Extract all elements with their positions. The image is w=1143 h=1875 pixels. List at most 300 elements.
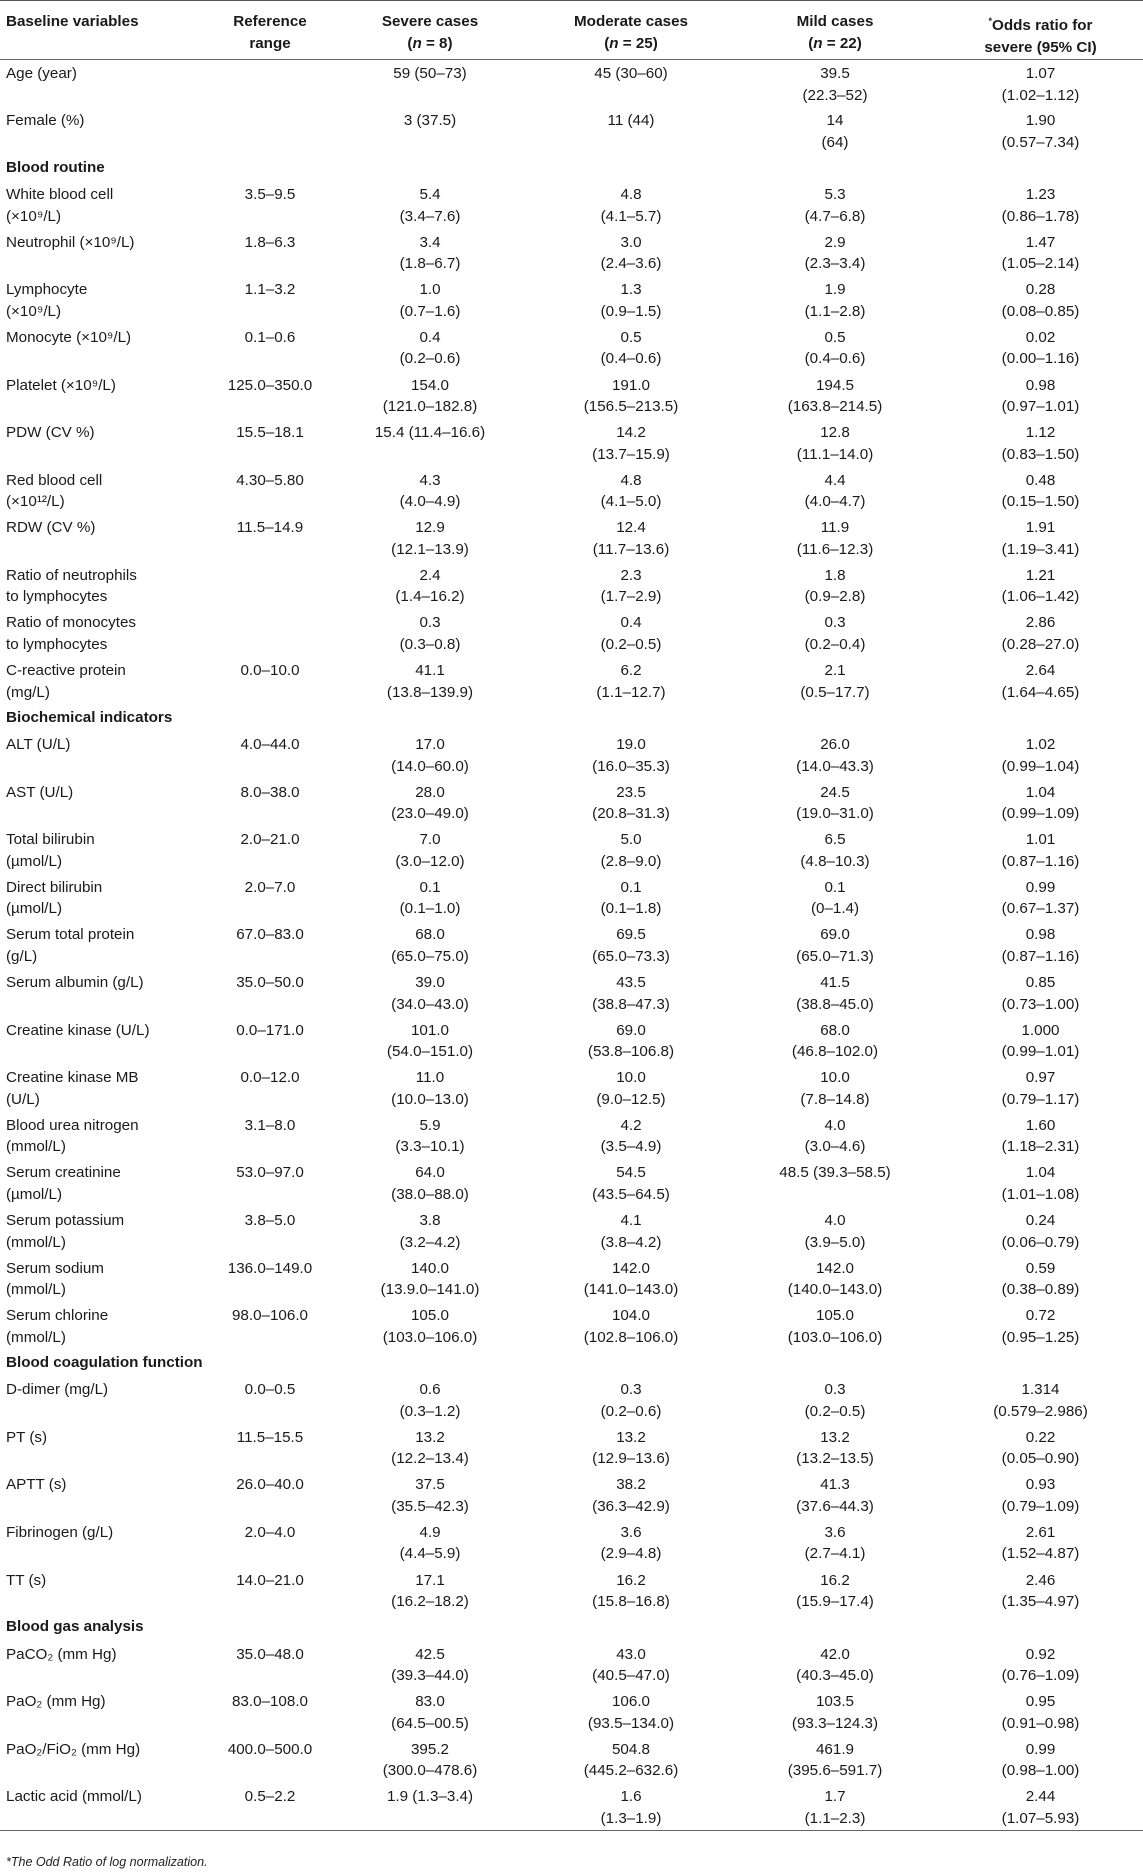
cell-variable [0,1688,210,1736]
cell-moderate-line: (1.7–2.9) [600,588,662,606]
table-row [0,1519,1143,1567]
cell-mild-line: (64) [821,133,849,151]
cell-moderate-line: (2.8–9.0) [600,852,662,870]
cell-moderate-line: (20.8–31.3) [592,805,670,823]
cell-odds-ratio [938,1641,1143,1689]
cell-mild-line: 42.0 [820,1645,850,1663]
cell-moderate-line: 43.5 [616,974,646,992]
cell-moderate [530,562,732,610]
cell-moderate-line: (13.7–15.9) [592,445,670,463]
cell-severe-line: 59 (50–73) [393,65,467,83]
cell-variable-line: Neutrophil (×10⁹/L) [6,233,135,251]
cell-moderate [530,1302,732,1350]
header-row [0,1,1143,60]
table-row [0,1302,1143,1350]
section-title: Blood gas analysis [6,1618,144,1636]
cell-variable-line: PDW (CV %) [6,424,95,442]
cell-mild [732,826,938,874]
cell-severe-line: (0.7–1.6) [399,302,461,320]
cell-variable-line: White blood cell [6,186,114,204]
cell-reference-range [210,1424,330,1472]
cell-severe [330,1112,530,1160]
cell-severe-line: (16.2–18.2) [391,1593,469,1611]
cell-variable-line: RDW (CV %) [6,519,96,537]
cell-moderate-line: 2.3 [620,566,642,584]
cell-variable-line: (mmol/L) [6,1138,66,1156]
cell-variable-line: (mmol/L) [6,1233,66,1251]
cell-reference-range [210,372,330,420]
cell-odds-ratio-line: 2.46 [1025,1571,1056,1589]
cell-reference-range-line: 2.0–21.0 [240,831,300,849]
cell-variable [0,609,210,657]
cell-moderate-line: (445.2–632.6) [583,1762,679,1780]
cell-moderate [530,324,732,372]
cell-reference-range [210,181,330,229]
cell-severe [330,324,530,372]
header-mild-cases [732,1,938,60]
cell-variable-line: Ratio of monocytes [6,614,136,632]
cell-variable [0,779,210,827]
header-or-line2: severe (95% CI) [984,38,1097,56]
cell-mild-line: 0.3 [824,614,846,632]
cell-mild-line: 4.0 [824,1212,846,1229]
cell-moderate-line: 0.4 [620,614,642,632]
cell-mild-line: (140.0–143.0) [787,1281,883,1299]
cell-severe [330,1471,530,1519]
cell-variable [0,1736,210,1784]
cell-severe [330,60,530,108]
cell-reference-range-line: 136.0–149.0 [227,1259,313,1277]
cell-variable [0,921,210,969]
cell-odds-ratio-line: 1.000 [1021,1021,1060,1039]
cell-severe-line: 17.1 [415,1571,445,1589]
cell-moderate-line: (1.1–12.7) [596,683,666,701]
cell-severe-line: 0.4 [419,328,441,346]
cell-severe-line: 13.2 [415,1428,445,1446]
cell-severe [330,826,530,874]
cell-odds-ratio [938,1471,1143,1519]
cell-moderate [530,826,732,874]
cell-variable [0,372,210,420]
cell-reference-range-line: 8.0–38.0 [240,783,300,801]
cell-odds-ratio-line: 1.90 [1025,112,1056,130]
cell-odds-ratio-line: (0.06–0.79) [1001,1233,1080,1251]
cell-variable [0,826,210,874]
table-row [0,1017,1143,1065]
cell-odds-ratio [938,1017,1143,1065]
cell-moderate-line: 45 (30–60) [594,65,668,83]
table-row [0,181,1143,229]
cell-variable [0,969,210,1017]
cell-mild-line: (0.2–0.4) [804,635,866,653]
cell-reference-range [210,779,330,827]
cell-moderate [530,1641,732,1689]
cell-moderate [530,1017,732,1065]
table-row [0,1736,1143,1784]
cell-odds-ratio-line: (0.79–1.17) [1001,1090,1080,1108]
cell-moderate [530,1519,732,1567]
cell-moderate-line: (16.0–35.3) [592,757,670,775]
cell-mild-line: (0.5–17.7) [800,683,870,701]
cell-variable [0,1376,210,1424]
cell-odds-ratio-line: (0.99–1.04) [1001,757,1080,775]
cell-odds-ratio [938,419,1143,467]
cell-variable-line: APTT (s) [6,1476,67,1494]
cell-moderate [530,1736,732,1784]
cell-severe [330,276,530,324]
cell-mild-line: (2.7–4.1) [804,1545,866,1563]
cell-variable [0,1207,210,1255]
cell-mild [732,324,938,372]
cell-odds-ratio-line: 1.02 [1025,736,1056,754]
cell-variable-line: PaO₂ (mm Hg) [6,1693,106,1711]
cell-odds-ratio [938,562,1143,610]
table-row [0,1376,1143,1424]
cell-severe-line: (35.5–42.3) [391,1497,469,1515]
cell-moderate-line: 4.8 [620,186,642,204]
cell-moderate-line: 4.2 [620,1116,642,1134]
cell-variable [0,324,210,372]
cell-severe-line: (54.0–151.0) [386,1043,474,1061]
cell-severe-line: (14.0–60.0) [391,757,469,775]
cell-variable [0,1255,210,1303]
cell-moderate-line: 19.0 [616,736,646,754]
table-row [0,969,1143,1017]
section-header-row [0,1350,1143,1376]
cell-moderate-line: 0.5 [620,328,642,346]
cell-reference-range [210,1641,330,1689]
header-baseline-variables [0,1,210,60]
cell-mild-line: 12.8 [820,424,850,442]
cell-variable-line: Red blood cell [6,471,103,489]
cell-variable-line: C-reactive protein [6,662,126,680]
cell-mild-line: 16.2 [820,1571,850,1589]
cell-mild [732,1207,938,1255]
cell-odds-ratio-line: (0.73–1.00) [1001,995,1080,1013]
cell-severe-line: (13.9.0–141.0) [380,1281,480,1299]
table-row [0,1567,1143,1615]
cell-reference-range [210,657,330,705]
cell-variable-line: to lymphocytes [6,588,108,606]
cell-odds-ratio-line: 1.21 [1025,566,1056,584]
cell-severe [330,874,530,922]
cell-variable [0,1017,210,1065]
cell-odds-ratio-line: 1.04 [1025,783,1056,801]
cell-moderate-line: 191.0 [611,376,650,394]
cell-mild-line: (1.1–2.3) [804,1809,866,1827]
cell-reference-range [210,1376,330,1424]
cell-severe-line: (64.5–00.5) [391,1714,469,1732]
cell-severe-line: (65.0–75.0) [391,947,469,965]
cell-variable-line: (µmol/L) [6,900,63,918]
cell-mild-line: 41.5 [820,974,850,992]
cell-variable-line: ALT (U/L) [6,736,71,754]
table-row [0,1064,1143,1112]
cell-variable-line: (mmol/L) [6,1328,66,1346]
cell-severe-line: 3.8 [419,1212,441,1229]
cell-moderate [530,1376,732,1424]
cell-moderate [530,779,732,827]
cell-severe-line: (3.0–12.0) [395,852,465,870]
cell-odds-ratio-line: 1.60 [1025,1116,1056,1134]
cell-severe-line: (300.0–478.6) [382,1762,478,1780]
cell-moderate-line: 104.0 [611,1307,650,1325]
header-moderate-paren: ( [604,34,610,52]
cell-reference-range-line: 26.0–40.0 [236,1476,304,1494]
cell-odds-ratio-line: 0.59 [1025,1259,1056,1277]
table-row [0,779,1143,827]
cell-variable-line: Ratio of neutrophils [6,566,137,584]
cell-mild-line: 2.9 [824,233,846,251]
header-mild-n: n [813,34,823,52]
cell-variable [0,657,210,705]
cell-reference-range-line: 53.0–97.0 [236,1164,304,1182]
cell-odds-ratio-line: 0.02 [1025,328,1056,346]
cell-reference-range-line: 125.0–350.0 [227,376,313,394]
cell-reference-range [210,324,330,372]
cell-odds-ratio [938,1783,1143,1831]
cell-variable-line: Creatine kinase (U/L) [6,1021,150,1039]
cell-variable [0,276,210,324]
cell-mild [732,1112,938,1160]
cell-moderate [530,229,732,277]
cell-odds-ratio-line: 2.64 [1025,662,1056,680]
cell-severe-line: 4.9 [419,1523,441,1541]
cell-mild [732,60,938,108]
cell-severe-line: (3.2–4.2) [399,1233,461,1251]
cell-mild [732,1376,938,1424]
cell-variable [0,1567,210,1615]
cell-severe-line: (0.3–1.2) [399,1402,461,1420]
cell-mild-line: (1.1–2.8) [804,302,866,320]
cell-moderate-line: 54.5 [616,1164,646,1182]
cell-odds-ratio-line: 0.72 [1025,1307,1056,1325]
cell-odds-ratio [938,1567,1143,1615]
cell-odds-ratio [938,1064,1143,1112]
cell-severe [330,1207,530,1255]
cell-mild [732,1688,938,1736]
cell-odds-ratio-line: 2.61 [1025,1523,1056,1541]
cell-mild-line: (0.4–0.6) [804,350,866,368]
cell-reference-range [210,467,330,515]
cell-mild [732,1017,938,1065]
cell-odds-ratio-line: (0.79–1.09) [1001,1497,1080,1515]
cell-variable-line: TT (s) [6,1571,47,1589]
cell-odds-ratio-line: (1.07–5.93) [1001,1809,1080,1827]
cell-severe-line: 17.0 [415,736,445,754]
cell-moderate-line: 14.2 [616,424,646,442]
cell-moderate [530,1255,732,1303]
cell-reference-range [210,1159,330,1207]
cell-mild-line: (22.3–52) [802,86,868,104]
cell-severe [330,107,530,155]
cell-variable-line: Serum potassium [6,1212,125,1229]
cell-mild-line: (0–1.4) [810,900,860,918]
cell-odds-ratio-line: (1.19–3.41) [1001,540,1080,558]
cell-moderate-line: (38.8–47.3) [592,995,670,1013]
cell-odds-ratio-line: (0.38–0.89) [1001,1281,1080,1299]
cell-variable-line: Serum chlorine [6,1307,109,1325]
cell-variable [0,1519,210,1567]
cell-mild-line: (40.3–45.0) [796,1667,874,1685]
cell-moderate-line: 106.0 [611,1693,650,1711]
cell-reference-range-line: 2.0–4.0 [244,1523,296,1541]
cell-severe-line: (4.4–5.9) [399,1545,461,1563]
header-odds-ratio [938,1,1143,60]
cell-mild-line: (11.1–14.0) [796,445,874,463]
cell-odds-ratio-line: 2.86 [1025,614,1056,632]
cell-mild-line: 4.0 [824,1116,846,1134]
cell-odds-ratio [938,969,1143,1017]
cell-mild-line: 6.5 [824,831,846,849]
cell-variable-line: Total bilirubin [6,831,95,849]
cell-severe [330,1567,530,1615]
cell-mild-line: 1.7 [824,1788,846,1806]
cell-odds-ratio-line: 0.97 [1025,1069,1056,1087]
cell-severe-line: (121.0–182.8) [382,398,478,416]
cell-severe-line: (13.8–139.9) [386,683,474,701]
header-moderate-n: n [609,34,619,52]
cell-odds-ratio-line: (0.28–27.0) [1001,635,1080,653]
cell-odds-ratio-line: 0.24 [1025,1212,1056,1229]
cell-variable-line: Serum albumin (g/L) [6,974,144,992]
cell-variable-line: Serum creatinine [6,1164,121,1182]
cell-moderate [530,514,732,562]
cell-severe [330,779,530,827]
cell-mild-line: 4.4 [824,471,846,489]
cell-odds-ratio-line: 1.07 [1025,65,1056,83]
cell-moderate-line: 38.2 [616,1476,646,1494]
cell-odds-ratio-line: 0.95 [1025,1693,1056,1711]
cell-severe-line: (103.0–106.0) [382,1328,478,1346]
table-row [0,1783,1143,1831]
header-baseline-variables-text: Baseline variables [6,13,139,30]
cell-odds-ratio [938,60,1143,108]
cell-severe-line: 64.0 [415,1164,445,1182]
cell-reference-range [210,969,330,1017]
cell-mild [732,276,938,324]
header-mild-line1: Mild cases [796,13,874,30]
cell-severe-line: 12.9 [415,519,445,537]
cell-variable [0,181,210,229]
cell-severe-line: (10.0–13.0) [391,1090,469,1108]
cell-odds-ratio-line: (0.00–1.16) [1001,350,1080,368]
cell-severe [330,1424,530,1472]
cell-mild-line: 0.5 [824,328,846,346]
cell-variable [0,1424,210,1472]
section-title: Biochemical indicators [6,708,173,726]
cell-odds-ratio-line: (1.06–1.42) [1001,588,1080,606]
cell-variable-line: Direct bilirubin [6,878,103,896]
cell-odds-ratio [938,324,1143,372]
cell-moderate [530,1471,732,1519]
cell-odds-ratio [938,609,1143,657]
cell-severe-line: (0.3–0.8) [399,635,461,653]
cell-odds-ratio-line: 1.314 [1021,1381,1060,1399]
cell-odds-ratio-line: (1.64–4.65) [1001,683,1080,701]
cell-odds-ratio-line: (1.01–1.08) [1001,1185,1080,1203]
section-title: Blood routine [6,158,105,176]
cell-odds-ratio-line: (0.99–1.09) [1001,805,1080,823]
cell-reference-range-line: 3.5–9.5 [244,186,296,204]
cell-severe-line: 3 (37.5) [403,112,457,130]
cell-severe [330,1302,530,1350]
cell-moderate [530,1112,732,1160]
cell-mild-line: 13.2 [820,1428,850,1446]
cell-reference-range-line: 0.5–2.2 [244,1788,296,1806]
cell-variable-line: (mmol/L) [6,1281,66,1299]
cell-variable [0,229,210,277]
cell-odds-ratio-line: 0.28 [1025,281,1056,299]
cell-mild [732,921,938,969]
cell-moderate-line: (40.5–47.0) [592,1667,670,1685]
cell-mild-line: (163.8–214.5) [787,398,883,416]
cell-odds-ratio-line: (0.99–1.01) [1001,1043,1080,1061]
cell-moderate [530,60,732,108]
cell-moderate [530,609,732,657]
cell-reference-range-line: 15.5–18.1 [236,424,304,442]
cell-odds-ratio-line: (0.579–2.986) [993,1402,1088,1420]
cell-mild-line: 41.3 [820,1476,850,1494]
cell-mild [732,229,938,277]
table-row [0,276,1143,324]
cell-mild [732,779,938,827]
cell-mild-line: 26.0 [820,736,850,754]
cell-moderate-line: (4.1–5.0) [600,493,662,511]
cell-reference-range [210,562,330,610]
cell-severe-line: 0.1 [419,878,441,896]
cell-mild [732,1736,938,1784]
header-reference-line2: range [249,34,291,52]
cell-odds-ratio-line: 1.91 [1025,519,1056,537]
cell-odds-ratio-line: 0.48 [1025,471,1056,489]
cell-severe-line: 41.1 [415,662,445,680]
cell-odds-ratio-line: 1.47 [1025,233,1056,251]
cell-mild-line: 24.5 [820,783,850,801]
cell-odds-ratio [938,1255,1143,1303]
cell-variable [0,1112,210,1160]
cell-mild-line: 0.1 [824,878,846,896]
cell-variable [0,419,210,467]
cell-variable-line: Platelet (×10⁹/L) [6,376,116,394]
cell-odds-ratio-line: (0.57–7.34) [1001,133,1080,151]
cell-reference-range-line: 4.0–44.0 [240,736,300,754]
cell-mild [732,1064,938,1112]
cell-odds-ratio-line: 1.23 [1025,186,1056,204]
cell-odds-ratio-line: (0.76–1.09) [1001,1667,1080,1685]
cell-mild-line: 39.5 [820,65,850,83]
header-or-line1-text: Odds ratio for [992,17,1093,35]
cell-odds-ratio-line: 0.22 [1025,1428,1056,1446]
cell-severe-line: (34.0–43.0) [391,995,469,1013]
section-header-row [0,1614,1143,1640]
cell-mild [732,1302,938,1350]
section-header-row [0,705,1143,731]
table-row [0,657,1143,705]
table-header [0,1,1143,60]
cell-odds-ratio [938,1112,1143,1160]
cell-moderate [530,107,732,155]
cell-moderate-line: (3.8–4.2) [600,1233,662,1251]
cell-variable [0,1159,210,1207]
cell-reference-range [210,874,330,922]
cell-reference-range-line: 1.8–6.3 [244,233,296,251]
table-row [0,1112,1143,1160]
cell-odds-ratio [938,1207,1143,1255]
header-mild-paren: ( [808,34,814,52]
cell-severe [330,181,530,229]
cell-odds-ratio-line: 1.12 [1025,424,1056,442]
